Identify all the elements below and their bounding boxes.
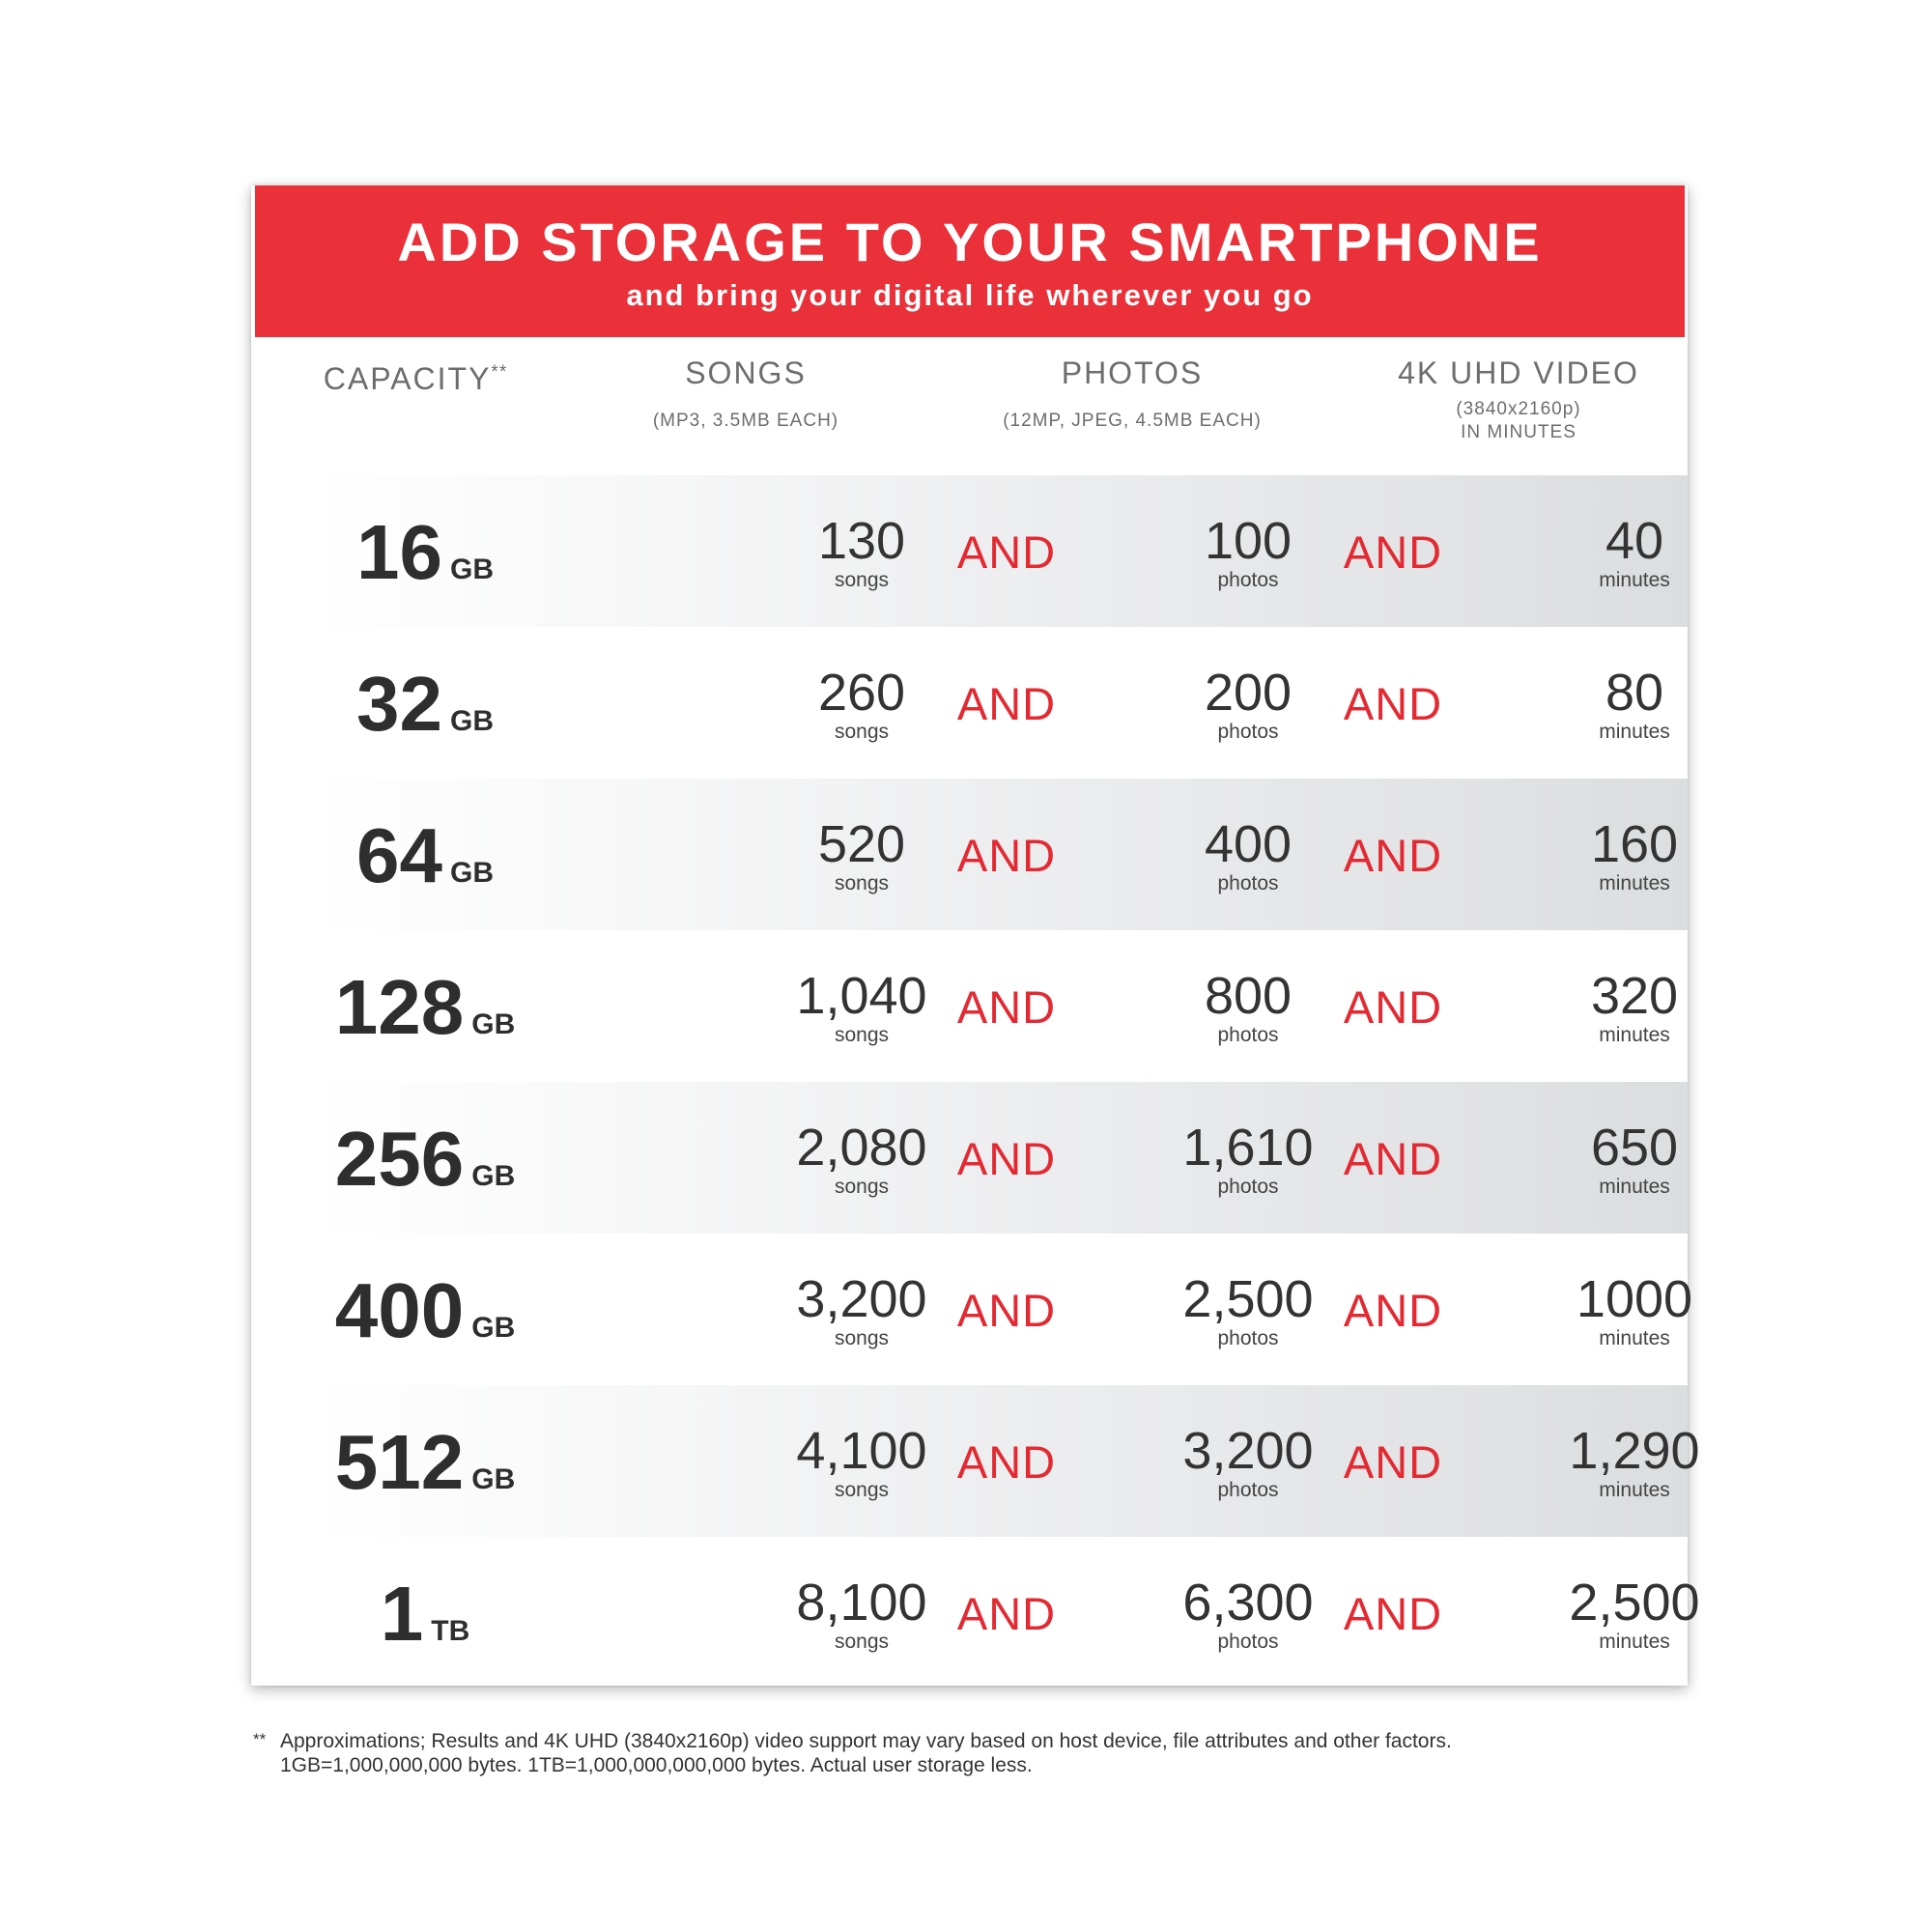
video-unit: minutes	[1599, 721, 1670, 743]
songs-unit: songs	[834, 1176, 890, 1198]
songs-value: 3,200	[796, 1270, 927, 1328]
and-label: AND	[1343, 526, 1443, 578]
songs-unit: songs	[834, 1479, 890, 1501]
and-label: AND	[1343, 1588, 1443, 1639]
and-label: AND	[1343, 830, 1443, 881]
photos-value: 1,610	[1182, 1119, 1314, 1177]
and-label: AND	[956, 1588, 1057, 1639]
table-row	[251, 475, 1688, 627]
header-video-label: 4K UHD VIDEO	[1398, 355, 1639, 390]
photos-unit: photos	[1217, 1024, 1279, 1046]
photos-value: 2,500	[1182, 1270, 1314, 1328]
video-unit: minutes	[1599, 1631, 1670, 1653]
capacity-value: 1	[380, 1571, 424, 1657]
capacity-cell	[251, 509, 599, 595]
footnote-mark: **	[253, 1730, 267, 1748]
songs-unit: songs	[834, 721, 890, 743]
video-value: 2,500	[1569, 1574, 1700, 1632]
video-unit: minutes	[1599, 1327, 1670, 1349]
capacity-unit: GB	[471, 1463, 516, 1495]
banner-subtitle: and bring your digital life wherever you go	[626, 278, 1314, 312]
photos-value: 100	[1204, 512, 1293, 570]
and-label: AND	[956, 981, 1057, 1033]
header-capacity-mark: **	[491, 362, 508, 383]
and-label: AND	[956, 1285, 1057, 1336]
songs-value: 8,100	[796, 1574, 927, 1632]
column-headers	[251, 338, 1688, 468]
songs-unit: songs	[834, 1327, 890, 1349]
video-value: 650	[1590, 1119, 1679, 1177]
header-video-note-2: IN MINUTES	[1461, 422, 1577, 442]
and-label: AND	[1343, 981, 1443, 1033]
capacity-unit: GB	[471, 1008, 516, 1040]
photos-unit: photos	[1217, 1176, 1279, 1198]
capacity-value: 400	[334, 1267, 465, 1353]
video-value: 1,290	[1569, 1422, 1700, 1480]
table-row	[251, 930, 1688, 1082]
video-unit: minutes	[1599, 569, 1670, 591]
table-row	[251, 779, 1688, 930]
and-label: AND	[956, 1133, 1057, 1184]
songs-value: 1,040	[796, 967, 927, 1025]
photos-value: 800	[1204, 967, 1293, 1025]
and-label: AND	[956, 830, 1057, 881]
table-row	[251, 1537, 1700, 1689]
table-row	[251, 1082, 1688, 1234]
capacity-value: 64	[356, 812, 442, 898]
table-row	[251, 1385, 1700, 1537]
capacity-cell	[251, 1571, 599, 1657]
capacity-cell	[251, 1267, 599, 1353]
and-label: AND	[1343, 1285, 1443, 1336]
footnote-line-1: Approximations; Results and 4K UHD (3840x2160p) video support may vary based on host device, file attributes and other factors.	[280, 1730, 1452, 1752]
capacity-table	[251, 475, 1700, 1689]
video-unit: minutes	[1599, 1479, 1670, 1501]
capacity-cell	[251, 1419, 599, 1505]
photos-value: 3,200	[1182, 1422, 1314, 1480]
and-label: AND	[1343, 1133, 1443, 1184]
video-value: 160	[1590, 815, 1679, 873]
video-value: 320	[1590, 967, 1679, 1025]
capacity-value: 32	[356, 661, 442, 747]
header-songs-label: SONGS	[685, 355, 807, 390]
header-photos-label: PHOTOS	[1061, 355, 1204, 390]
capacity-value: 256	[334, 1116, 465, 1202]
and-label: AND	[1343, 1436, 1443, 1488]
songs-unit: songs	[834, 872, 890, 894]
capacity-cell	[251, 812, 599, 898]
songs-value: 4,100	[796, 1422, 927, 1480]
photos-value: 6,300	[1182, 1574, 1314, 1632]
photos-value: 400	[1204, 815, 1293, 873]
video-unit: minutes	[1599, 1176, 1670, 1198]
header-capacity-label: CAPACITY	[323, 361, 492, 396]
video-value: 40	[1605, 512, 1664, 570]
footnote-line-2: 1GB=1,000,000,000 bytes. 1TB=1,000,000,000,000 bytes. Actual user storage less.	[280, 1754, 1033, 1776]
capacity-unit: GB	[471, 1160, 516, 1192]
title-banner	[255, 185, 1685, 337]
photos-unit: photos	[1217, 1327, 1279, 1349]
storage-card	[251, 185, 1700, 1686]
video-unit: minutes	[1599, 872, 1670, 894]
photos-unit: photos	[1217, 872, 1279, 894]
capacity-cell	[251, 964, 599, 1050]
songs-value: 130	[817, 512, 906, 570]
and-label: AND	[956, 1436, 1057, 1488]
banner-title: ADD STORAGE TO YOUR SMARTPHONE	[397, 212, 1543, 272]
songs-value: 260	[817, 664, 906, 722]
header-photos-note: (12MP, JPEG, 4.5MB EACH)	[1003, 411, 1262, 431]
table-row	[251, 627, 1688, 779]
capacity-unit: TB	[431, 1615, 470, 1647]
songs-value: 520	[817, 815, 906, 873]
and-label: AND	[1343, 678, 1443, 729]
capacity-unit: GB	[449, 553, 494, 585]
capacity-cell	[251, 1116, 599, 1202]
table-row	[251, 1234, 1693, 1385]
songs-unit: songs	[834, 1024, 890, 1046]
photos-unit: photos	[1217, 1479, 1279, 1501]
capacity-value: 16	[356, 509, 442, 595]
capacity-unit: GB	[449, 705, 494, 737]
header-songs-note: (MP3, 3.5MB EACH)	[652, 411, 839, 431]
video-unit: minutes	[1599, 1024, 1670, 1046]
capacity-unit: GB	[471, 1312, 516, 1344]
and-label: AND	[956, 526, 1057, 578]
photos-unit: photos	[1217, 1631, 1279, 1653]
video-value: 1000	[1576, 1270, 1693, 1328]
capacity-value: 512	[334, 1419, 465, 1505]
and-label: AND	[956, 678, 1057, 729]
capacity-cell	[251, 661, 599, 747]
header-video-note-1: (3840x2160p)	[1456, 399, 1581, 419]
photos-unit: photos	[1217, 569, 1279, 591]
video-value: 80	[1605, 664, 1664, 722]
capacity-unit: GB	[449, 857, 494, 889]
songs-value: 2,080	[796, 1119, 927, 1177]
photos-value: 200	[1204, 664, 1293, 722]
songs-unit: songs	[834, 569, 890, 591]
photos-unit: photos	[1217, 721, 1279, 743]
songs-unit: songs	[834, 1631, 890, 1653]
capacity-value: 128	[334, 964, 465, 1050]
